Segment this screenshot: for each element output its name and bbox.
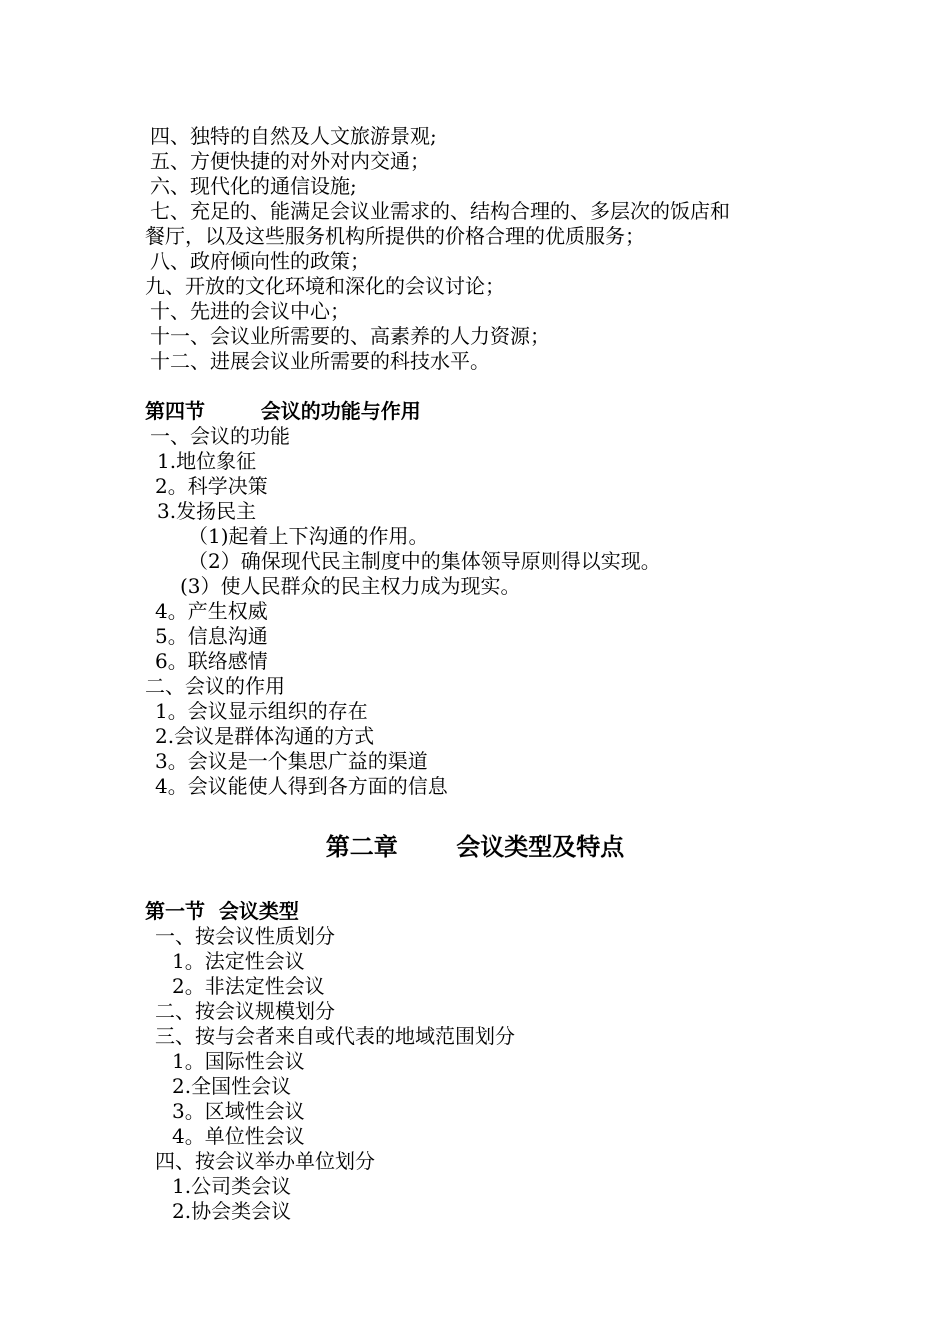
list-item: 六、现代化的通信设施; xyxy=(150,174,357,198)
list-item: 4。产生权威 xyxy=(155,599,268,623)
list-item: 2.会议是群体沟通的方式 xyxy=(155,724,375,748)
list-item: 八、政府倾向性的政策； xyxy=(150,249,370,273)
chapter-title: 第二章 会议类型及特点 xyxy=(325,833,625,861)
list-item: 二、会议的作用 xyxy=(145,674,285,698)
list-item: （1)起着上下沟通的作用。 xyxy=(188,524,429,548)
list-item: 6。联络感情 xyxy=(155,649,268,673)
list-item: 1。国际性会议 xyxy=(172,1049,305,1073)
list-item: 1。法定性会议 xyxy=(172,949,305,973)
list-item: 四、独特的自然及人文旅游景观; xyxy=(150,124,437,148)
list-item: 餐厅，以及这些服务机构所提供的价格合理的优质服务； xyxy=(145,224,645,248)
list-item: 2.协会类会议 xyxy=(172,1199,292,1223)
list-item: 1.公司类会议 xyxy=(172,1174,292,1198)
section-title: 第一节 会议类型 xyxy=(145,899,299,923)
list-item: 3。区域性会议 xyxy=(172,1099,305,1123)
list-item: 2。非法定性会议 xyxy=(172,974,325,998)
list-item: 一、按会议性质划分 xyxy=(155,924,335,948)
list-item: 4。会议能使人得到各方面的信息 xyxy=(155,774,448,798)
list-item: 3.发扬民主 xyxy=(157,499,257,523)
list-item: 4。单位性会议 xyxy=(172,1124,305,1148)
list-item: 2。科学决策 xyxy=(155,474,268,498)
list-item: 四、按会议举办单位划分 xyxy=(155,1149,375,1173)
list-item: (3）使人民群众的民主权力成为现实。 xyxy=(180,574,521,598)
section-title: 第四节 会议的功能与作用 xyxy=(145,399,421,423)
list-item: 2.全国性会议 xyxy=(172,1074,292,1098)
list-item: 五、方便快捷的对外对内交通； xyxy=(150,149,430,173)
list-item: 二、按会议规模划分 xyxy=(155,999,335,1023)
list-item: 七、充足的、能满足会议业需求的、结构合理的、多层次的饭店和 xyxy=(150,199,730,223)
list-item: 九、开放的文化环境和深化的会议讨论； xyxy=(145,274,505,298)
list-item: 十一、会议业所需要的、高素养的人力资源； xyxy=(150,324,550,348)
list-item: 一、会议的功能 xyxy=(150,424,290,448)
list-item: （2）确保现代民主制度中的集体领导原则得以实现。 xyxy=(188,549,661,573)
list-item: 5。信息沟通 xyxy=(155,624,268,648)
list-item: 三、按与会者来自或代表的地域范围划分 xyxy=(155,1024,515,1048)
list-item: 1.地位象征 xyxy=(157,449,257,473)
list-item: 3。会议是一个集思广益的渠道 xyxy=(155,749,428,773)
list-item: 十、先进的会议中心； xyxy=(150,299,350,323)
list-item: 1。会议显示组织的存在 xyxy=(155,699,368,723)
list-item: 十二、进展会议业所需要的科技水平。 xyxy=(150,349,490,373)
